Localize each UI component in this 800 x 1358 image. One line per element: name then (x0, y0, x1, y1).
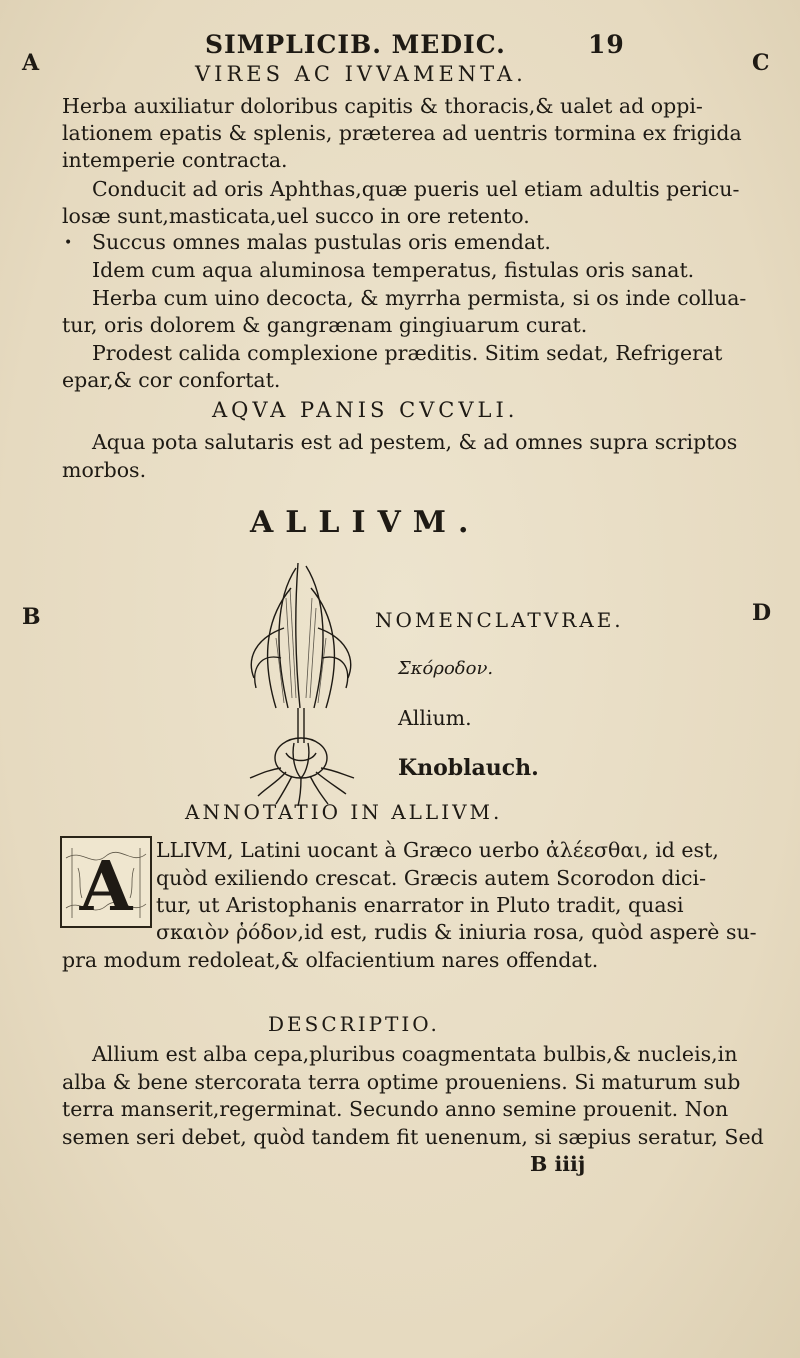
nomenclaturae-heading: NOMENCLATVRAE. (375, 608, 624, 632)
vires-line: intemperie contracta. (62, 148, 288, 172)
vires-line: epar,& cor confortat. (62, 368, 281, 392)
decorated-initial (60, 836, 152, 928)
aqua-heading: AQVA PANIS CVCVLI. (212, 398, 519, 422)
annotatio-line: tur, ut Aristophanis enarrator in Pluto tradit, quasi (156, 893, 684, 917)
bullet-mark: • (64, 235, 73, 251)
descriptio-heading: DESCRIPTIO. (268, 1012, 440, 1036)
vires-line: Herba auxiliatur doloribus capitis & thoracis,& ualet ad oppi- (62, 94, 703, 118)
running-title: SIMPLICIB. MEDIC. (205, 30, 506, 59)
greek-name: Σκόροδον. (398, 658, 494, 679)
annotatio-line: quòd exiliendo crescat. Græcis autem Scorodon dici- (156, 866, 706, 890)
descriptio-line: terra manserit,regerminat. Secundo anno semine prouenit. Non (62, 1097, 729, 1121)
margin-letter-a: A (22, 50, 40, 76)
vires-line: lationem epatis & splenis, præterea ad uentris tormina ex frigida (62, 121, 742, 145)
aqua-line: Aqua pota salutaris est ad pestem, & ad omnes supra scriptos (92, 430, 738, 454)
allium-title: ALLIVM. (250, 505, 481, 540)
vires-line: Conducit ad oris Aphthas,quæ pueris uel etiam adultis pericu- (92, 177, 740, 201)
margin-letter-b: B (22, 604, 41, 630)
descriptio-line: alba & bene stercorata terra optime proueniens. Si maturum sub (62, 1070, 741, 1094)
german-name: Knoblauch. (398, 755, 539, 781)
descriptio-line: semen seri debet, quòd tandem fit uenenum, si sæpius seratur, Sed (62, 1125, 764, 1149)
vires-line: Herba cum uino decocta, & myrrha permista, si os inde collua- (92, 286, 747, 310)
folio-number: 19 (588, 30, 625, 59)
vires-line: Succus omnes malas pustulas oris emendat. (92, 230, 551, 254)
initial-ornament (62, 838, 150, 926)
signature-mark: B iiij (530, 1152, 586, 1176)
aqua-line: morbos. (62, 458, 147, 482)
annotatio-line: LLIVM, Latini uocant à Græco uerbo ἀλέεσθαι, id est, (156, 838, 719, 862)
margin-letter-d: D (752, 600, 772, 626)
initial-letter: A (79, 847, 133, 926)
annotatio-line: σκαιὸν ῥόδον,id est, rudis & iniuria rosa, quòd asperè su- (156, 920, 757, 944)
latin-name: Allium. (398, 706, 472, 730)
vires-heading: VIRES AC IVVAMENTA. (195, 62, 527, 86)
descriptio-line: Allium est alba cepa,pluribus coagmentata bulbis,& nucleis,in (92, 1042, 738, 1066)
annotatio-line: pra modum redoleat,& olfacientium nares offendat. (62, 948, 599, 972)
vires-line: Idem cum aqua aluminosa temperatus, fistulas oris sanat. (92, 258, 695, 282)
vires-line: Prodest calida complexione præditis. Sitim sedat, Refrigerat (92, 341, 723, 365)
margin-letter-c: C (752, 50, 770, 76)
vires-line: tur, oris dolorem & gangrænam gingiuarum curat. (62, 313, 588, 337)
annotatio-heading: ANNOTATIO IN ALLIVM. (185, 800, 503, 824)
garlic-woodcut-illustration (236, 558, 366, 808)
vires-line: losæ sunt,masticata,uel succo in ore retento. (62, 204, 530, 228)
